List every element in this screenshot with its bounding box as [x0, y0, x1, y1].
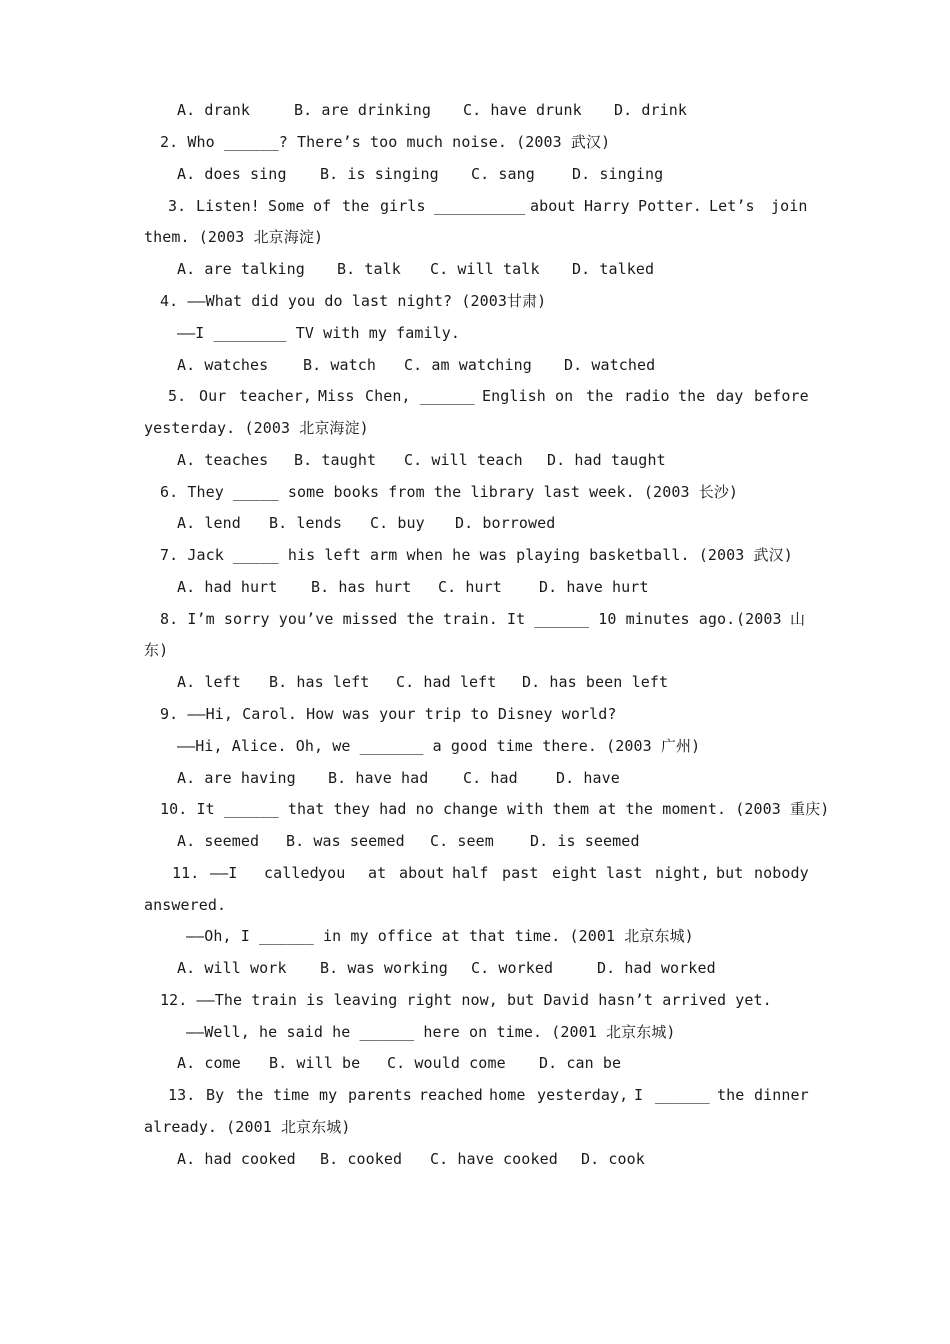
text-segment: D. talked [572, 260, 655, 278]
text-segment: 13. [168, 1086, 196, 1104]
text-segment: ——I [210, 864, 238, 882]
text-segment: 东) [144, 641, 169, 659]
text-segment: Miss [318, 387, 355, 405]
text-segment: 10. It ______ that they had no change with them at the moment. (2003 重庆) [160, 800, 830, 818]
text-line [0, 221, 950, 253]
text-segment: D. drink [614, 101, 688, 119]
text-segment: A. does sing [177, 165, 287, 183]
text-segment: A. had cooked [177, 1150, 296, 1168]
text-segment: B. lends [269, 514, 343, 532]
text-segment: girls [380, 197, 426, 215]
text-segment: B. has hurt [311, 578, 412, 596]
text-segment: Chen, [365, 387, 411, 405]
text-segment: C. would come [387, 1054, 506, 1072]
text-segment: about [530, 197, 576, 215]
text-segment: A. seemed [177, 832, 260, 850]
text-line [0, 730, 950, 762]
text-line [0, 889, 950, 921]
text-segment: 山 [790, 610, 806, 628]
text-segment: B. was working [320, 959, 448, 977]
text-segment: radio [624, 387, 670, 405]
text-segment: eight [552, 864, 598, 882]
text-line [0, 507, 950, 539]
text-segment: A. come [177, 1054, 241, 1072]
text-segment: last [606, 864, 643, 882]
text-segment: B. taught [294, 451, 377, 469]
text-segment: (2003 [736, 610, 782, 628]
text-line [0, 126, 950, 158]
text-segment: 4. ——What did you do last night? (2003甘肃) [160, 292, 547, 310]
text-segment: join [771, 197, 808, 215]
text-line [0, 1143, 950, 1175]
text-segment: 5. [168, 387, 187, 405]
text-segment: of [313, 197, 332, 215]
text-segment: yesterday. (2003 北京海淀) [144, 419, 369, 437]
text-segment: I [634, 1086, 644, 1104]
text-segment: A. watches [177, 356, 269, 374]
text-segment: parents [348, 1086, 412, 1104]
text-line [0, 253, 950, 285]
text-segment: A. drank [177, 101, 251, 119]
text-segment: Listen! [196, 197, 260, 215]
text-segment: D. can be [539, 1054, 622, 1072]
text-segment: teacher, [239, 387, 313, 405]
text-segment: Potter. [638, 197, 702, 215]
text-segment: B. is singing [320, 165, 439, 183]
text-segment: ——Well, he said he ______ here on time. (2001 北京东城) [186, 1023, 676, 1041]
text-segment: C. had [463, 769, 518, 787]
text-segment: about [399, 864, 445, 882]
text-segment: 11. [172, 864, 200, 882]
text-segment: D. have [556, 769, 620, 787]
text-line [0, 94, 950, 126]
text-segment: B. was seemed [286, 832, 405, 850]
text-line [0, 603, 950, 635]
text-segment: half [452, 864, 489, 882]
text-segment: Let’s [709, 197, 755, 215]
text-line [0, 1047, 950, 1079]
text-line [0, 380, 950, 412]
text-segment: the [342, 197, 370, 215]
text-segment: nobody [754, 864, 809, 882]
text-segment: __________ [434, 197, 526, 215]
text-line [0, 571, 950, 603]
text-segment: C. will talk [430, 260, 540, 278]
text-segment: 8. I’m sorry you’ve missed the train. It ______ 10 minutes ago. [160, 610, 736, 628]
text-segment: D. had worked [597, 959, 716, 977]
text-segment: Our [199, 387, 227, 405]
text-segment: 2. Who ______? There’s too much noise. (2003 武汉) [160, 133, 611, 151]
text-segment: A. lend [177, 514, 241, 532]
text-segment: C. sang [471, 165, 535, 183]
text-segment: ______ [655, 1086, 710, 1104]
text-segment: B. have had [328, 769, 429, 787]
text-line [0, 190, 950, 222]
text-segment: D. cook [581, 1150, 645, 1168]
text-line [0, 1016, 950, 1048]
text-segment: B. watch [303, 356, 377, 374]
text-segment: dinner [754, 1086, 809, 1104]
text-segment: English [482, 387, 546, 405]
text-segment: D. borrowed [455, 514, 556, 532]
text-line [0, 158, 950, 190]
text-line [0, 698, 950, 730]
text-segment: on [555, 387, 574, 405]
text-segment: A. had hurt [177, 578, 278, 596]
text-line [0, 762, 950, 794]
text-segment: Some [268, 197, 305, 215]
text-segment: reached [419, 1086, 483, 1104]
text-segment: 12. ——The train is leaving right now, but David hasn’t arrived yet. [160, 991, 772, 1009]
text-segment: A. are having [177, 769, 296, 787]
text-segment: C. hurt [438, 578, 502, 596]
text-segment: C. have cooked [430, 1150, 558, 1168]
text-segment: B. talk [337, 260, 401, 278]
text-segment: home [489, 1086, 526, 1104]
text-segment: D. had taught [547, 451, 666, 469]
text-segment: B. cooked [320, 1150, 403, 1168]
text-line [0, 825, 950, 857]
text-segment: C. had left [396, 673, 497, 691]
text-line [0, 793, 950, 825]
text-segment: ——Hi, Alice. Oh, we _______ a good time there. (2003 广州) [177, 737, 701, 755]
text-segment: 6. They _____ some books from the library last week. (2003 长沙) [160, 483, 739, 501]
text-segment: A. are talking [177, 260, 305, 278]
text-segment: the [236, 1086, 264, 1104]
text-line [0, 444, 950, 476]
text-segment: day [716, 387, 744, 405]
text-line [0, 349, 950, 381]
text-segment: A. will work [177, 959, 287, 977]
text-line [0, 984, 950, 1016]
text-segment: 3. [168, 197, 187, 215]
text-line [0, 412, 950, 444]
text-segment: the [678, 387, 706, 405]
text-segment: 7. Jack _____ his left arm when he was playing basketball. (2003 武汉) [160, 546, 793, 564]
text-segment: the [586, 387, 614, 405]
text-segment: already. (2001 北京东城) [144, 1118, 351, 1136]
text-line [0, 1111, 950, 1143]
text-segment: my [319, 1086, 338, 1104]
text-segment: but [716, 864, 744, 882]
text-line [0, 857, 950, 889]
text-segment: yesterday, [537, 1086, 629, 1104]
text-segment: past [502, 864, 539, 882]
text-segment: ——I ________ TV with my family. [177, 324, 461, 342]
text-line [0, 476, 950, 508]
text-segment: B. are drinking [294, 101, 431, 119]
text-segment: ——Oh, I ______ in my office at that time. (2001 北京东城) [186, 927, 694, 945]
text-segment: ______ [420, 387, 475, 405]
text-segment: B. will be [269, 1054, 361, 1072]
text-line [0, 666, 950, 698]
text-segment: C. have drunk [463, 101, 582, 119]
text-segment: the [717, 1086, 745, 1104]
text-segment: answered. [144, 896, 227, 914]
text-line [0, 952, 950, 984]
text-segment: A. left [177, 673, 241, 691]
text-line [0, 1079, 950, 1111]
text-segment: D. have hurt [539, 578, 649, 596]
text-segment: C. seem [430, 832, 494, 850]
text-segment: them. (2003 北京海淀) [144, 228, 324, 246]
text-segment: 9. ——Hi, Carol. How was your trip to Disney world? [160, 705, 617, 723]
text-segment: called [264, 864, 319, 882]
text-line [0, 920, 950, 952]
text-line [0, 317, 950, 349]
text-segment: B. has left [269, 673, 370, 691]
text-segment: Harry [584, 197, 630, 215]
text-segment: A. teaches [177, 451, 269, 469]
text-segment: C. worked [471, 959, 554, 977]
text-segment: D. has been left [522, 673, 669, 691]
text-segment: at [368, 864, 387, 882]
text-line [0, 634, 950, 666]
text-segment: D. watched [564, 356, 656, 374]
text-line [0, 285, 950, 317]
text-line [0, 539, 950, 571]
text-segment: before [754, 387, 809, 405]
text-segment: night, [655, 864, 710, 882]
text-segment: C. am watching [404, 356, 532, 374]
text-segment: D. is seemed [530, 832, 640, 850]
text-segment: D. singing [572, 165, 664, 183]
text-segment: you [318, 864, 346, 882]
text-segment: By [206, 1086, 225, 1104]
text-segment: time [273, 1086, 310, 1104]
text-segment: C. will teach [404, 451, 523, 469]
text-segment: C. buy [370, 514, 425, 532]
